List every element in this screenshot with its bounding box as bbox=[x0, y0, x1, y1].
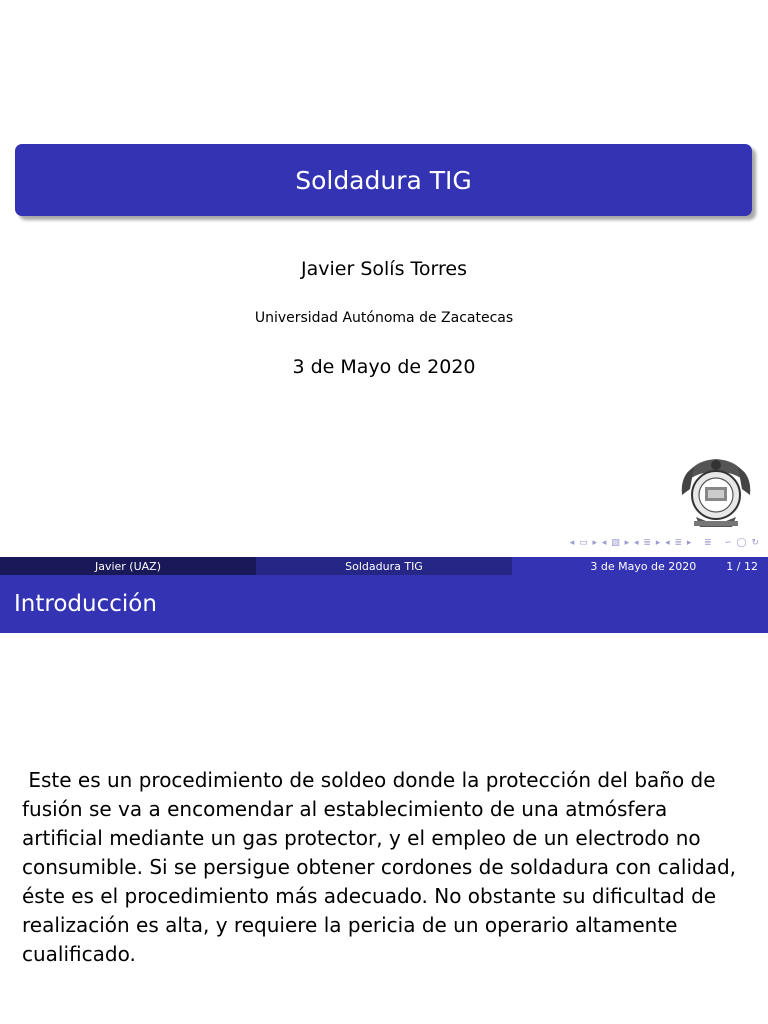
presentation-date: 3 de Mayo de 2020 bbox=[292, 356, 476, 378]
frame-title: Introducción bbox=[14, 591, 157, 617]
title-box bbox=[15, 144, 752, 216]
presentation-title: Soldadura TIG bbox=[295, 165, 472, 195]
footer-author bbox=[0, 557, 256, 575]
author-name: Javier Solís Torres bbox=[301, 258, 467, 280]
frame-title-bar bbox=[0, 575, 768, 633]
footer-date-page bbox=[512, 557, 768, 575]
footer-page-number: 1 / 12 bbox=[726, 559, 758, 573]
footer-title-text: Soldadura TIG bbox=[345, 559, 423, 573]
university-seal-logo bbox=[680, 455, 752, 531]
beamer-navigation-symbols[interactable]: ◂ ▭ ▸ ◂ ▨ ▸ ◂ ≣ ▸ ◂ ≣ ▸ ≣ ∽ ◯ ↻ bbox=[569, 538, 760, 548]
introduction-text: Este es un procedimiento de soldeo donde la protección del baño de fusión se va a encomendar al establecimiento de una atmósfera artificial mediante un gas protector, y el empleo de un electrodo no consumible. Si se persigue obtener cordones de soldadura con calidad, éste es el procedimiento más adecuado. No obstante su dificultad de realización es alta, y requiere la pericia de un operario altamente cualificado. bbox=[22, 768, 737, 966]
introduction-paragraph bbox=[22, 766, 748, 969]
institute-name: Universidad Autónoma de Zacatecas bbox=[254, 310, 514, 326]
footer-date-text: 3 de Mayo de 2020 bbox=[590, 559, 697, 573]
footline bbox=[0, 557, 768, 575]
footer-title bbox=[256, 557, 512, 575]
footer-author-text: Javier (UAZ) bbox=[94, 559, 162, 573]
